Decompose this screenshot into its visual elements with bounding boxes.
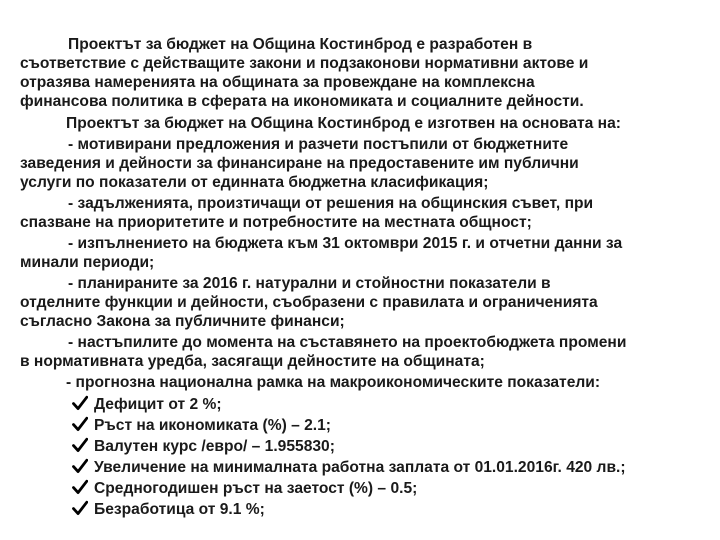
paragraph-1-line: Проектът за бюджет на Община Костинброд е разработен в — [68, 36, 533, 53]
indicator-text: Безработица от 9.1 %; — [94, 501, 265, 518]
indicator-text: Средногодишен ръст на заетост (%) – 0.5; — [94, 480, 418, 497]
bullet-item-line: в нормативната уредба, засягащи дейностите на общината; — [20, 353, 485, 370]
indicator-text: Увеличение на минималната работна заплата от 01.01.2016г. 420 лв.; — [94, 459, 626, 476]
indicator-item — [72, 479, 417, 499]
bullet-item-line: спазване на приоритетите и потребностите на местната общност; — [20, 214, 532, 231]
paragraph-1-line: съответствие с действащите закони и подзаконови нормативни актове и — [20, 55, 589, 72]
check-icon — [72, 500, 88, 516]
indicator-text: Валутен курс /евро/ – 1.955830; — [94, 438, 335, 455]
indicator-item — [72, 395, 222, 415]
bullet-item-line: заведения и дейности за финансиране на предоставените им публични — [20, 155, 579, 172]
check-icon — [72, 479, 88, 495]
indicator-item — [72, 416, 331, 436]
paragraph-2-line: Проектът за бюджет на Община Костинброд е изготвен на основата на: — [66, 115, 621, 132]
check-icon — [72, 437, 88, 453]
bullet-item-line: - изпълнението на бюджета към 31 октомври 2015 г. и отчетни данни за — [68, 235, 623, 252]
check-icon — [72, 458, 88, 474]
check-icon — [72, 395, 88, 411]
check-icon — [72, 416, 88, 432]
bullet-item-line: - прогнозна национална рамка на макроикономическите показатели: — [66, 374, 601, 391]
indicator-text: Ръст на икономиката (%) – 2.1; — [94, 417, 331, 434]
indicator-text: Дефицит от 2 %; — [94, 396, 222, 413]
indicator-item — [72, 458, 626, 478]
indicator-item — [72, 500, 265, 520]
paragraph-1-line: отразява намеренията на общината за провеждане на комплексна — [20, 74, 535, 91]
bullet-item-line: - мотивирани предложения и разчети постъпили от бюджетните — [68, 136, 569, 153]
indicator-item — [72, 437, 335, 457]
bullet-item-line: - задълженията, произтичащи от решения на общинския съвет, при — [68, 195, 594, 212]
paragraph-1-line: финансова политика в сферата на икономиката и социалните дейности. — [20, 93, 584, 110]
bullet-item-line: - планираните за 2016 г. натурални и стойностни показатели в — [68, 275, 551, 292]
bullet-item-line: отделните функции и дейности, съобразени с правилата и ограниченията — [20, 294, 598, 311]
bullet-item-line: - настъпилите до момента на съставянето на проектобюджета промени — [68, 334, 627, 351]
bullet-item-line: съгласно Закона за публичните финанси; — [20, 313, 345, 330]
bullet-item-line: минали периоди; — [20, 254, 155, 271]
bullet-item-line: услуги по показатели от единната бюджетна класификация; — [20, 174, 489, 191]
